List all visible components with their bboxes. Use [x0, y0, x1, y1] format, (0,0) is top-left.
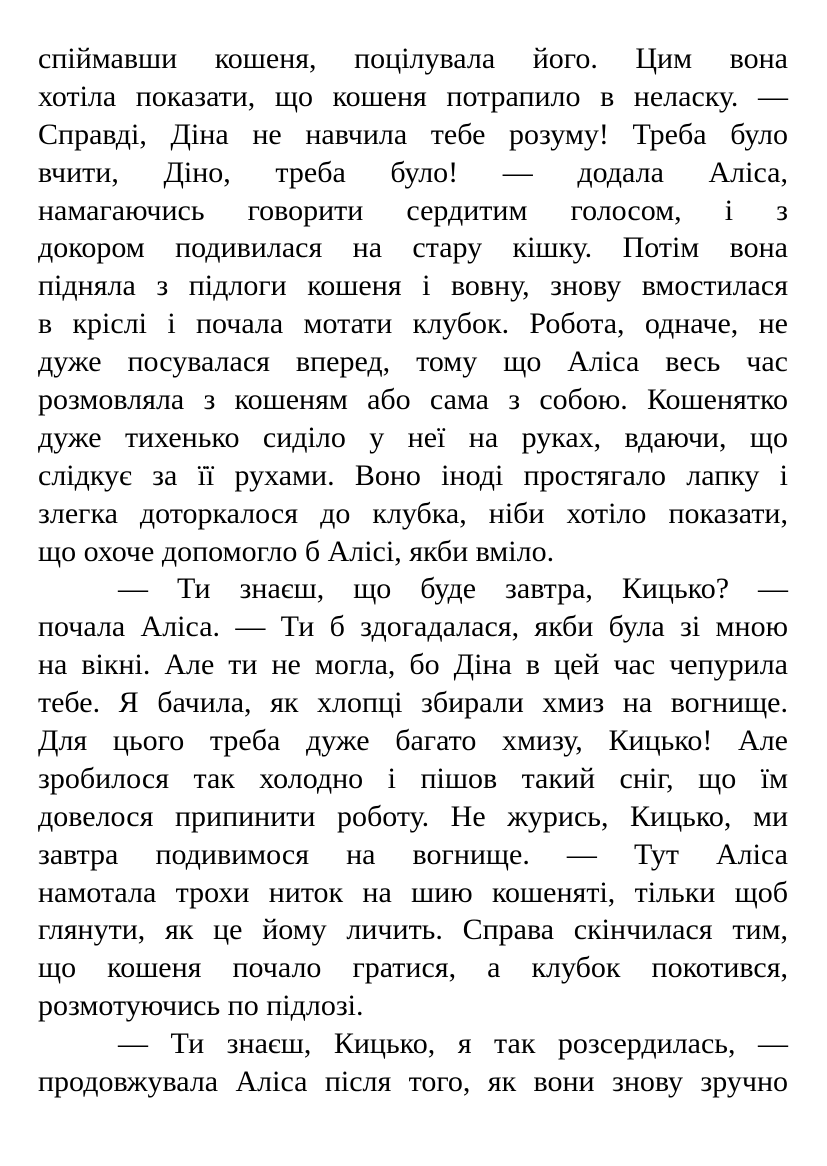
text-line: що кошеня почало гратися, а клубок покотився,: [38, 951, 788, 985]
paragraph-first-line: — Ти знаєш, Кицько, я так розсердилась, —: [118, 1027, 788, 1061]
text-line: дуже посувалася вперед, тому що Аліса весь час: [38, 345, 788, 379]
text-line: зробилося так холодно і пішов такий сніг, що їм: [38, 761, 788, 795]
paragraph-first-line: — Ти знаєш, що буде завтра, Кицько? —: [118, 572, 788, 606]
text-line: слідкує за її рухами. Воно іноді простягало лапку і: [38, 458, 788, 492]
text-line: вчити, Діно, треба було! — додала Аліса,: [38, 155, 788, 189]
text-line: тебе. Я бачила, як хлопці збирали хмиз на вогнище.: [38, 686, 788, 720]
text-line: злегка доторкалося до клубка, ніби хотіло показати,: [38, 496, 788, 530]
text-line: докором подивилася на стару кішку. Потім вона: [38, 231, 788, 265]
text-line: намагаючись говорити сердитим голосом, і з: [38, 193, 788, 227]
text-line: намотала трохи ниток на шию кошеняті, тільки щоб: [38, 875, 788, 909]
text-line: довелося припинити роботу. Не журись, Кицько, ми: [38, 799, 788, 833]
text-line: розмовляла з кошеням або сама з собою. Кошенятко: [38, 383, 788, 417]
text-line: завтра подивимося на вогнище. — Тут Аліса: [38, 837, 788, 871]
text-line: Для цього треба дуже багато хмизу, Кицько! Але: [38, 724, 788, 758]
text-line: хотіла показати, що кошеня потрапило в неласку. —: [38, 79, 788, 113]
text-line: на вікні. Але ти не могла, бо Діна в цей час чепурила: [38, 648, 788, 682]
text-line: спіймавши кошеня, поцілувала його. Цим вона: [38, 42, 788, 75]
page-text: [38, 40, 788, 1101]
paragraph-last-line: розмотуючись по підлозі.: [38, 989, 364, 1023]
text-line: дуже тихенько сиділо у неї на руках, вдаючи, що: [38, 420, 788, 454]
text-line: в кріслі і почала мотати клубок. Робота, одначе, не: [38, 307, 788, 341]
text-line: Справді, Діна не навчила тебе розуму! Треба було: [38, 117, 788, 151]
text-line: глянути, як це йому личить. Справа скінчилася тим,: [38, 913, 788, 947]
text-line: підняла з підлоги кошеня і вовну, знову вмостилася: [38, 269, 788, 303]
text-line: продовжувала Аліса після того, як вони знову зручно: [38, 1065, 788, 1099]
text-line: почала Аліса. — Ти б здогадалася, якби була зі мною: [38, 610, 788, 644]
paragraph-last-line: що охоче допомогло б Алісі, якби вміло.: [38, 534, 555, 568]
